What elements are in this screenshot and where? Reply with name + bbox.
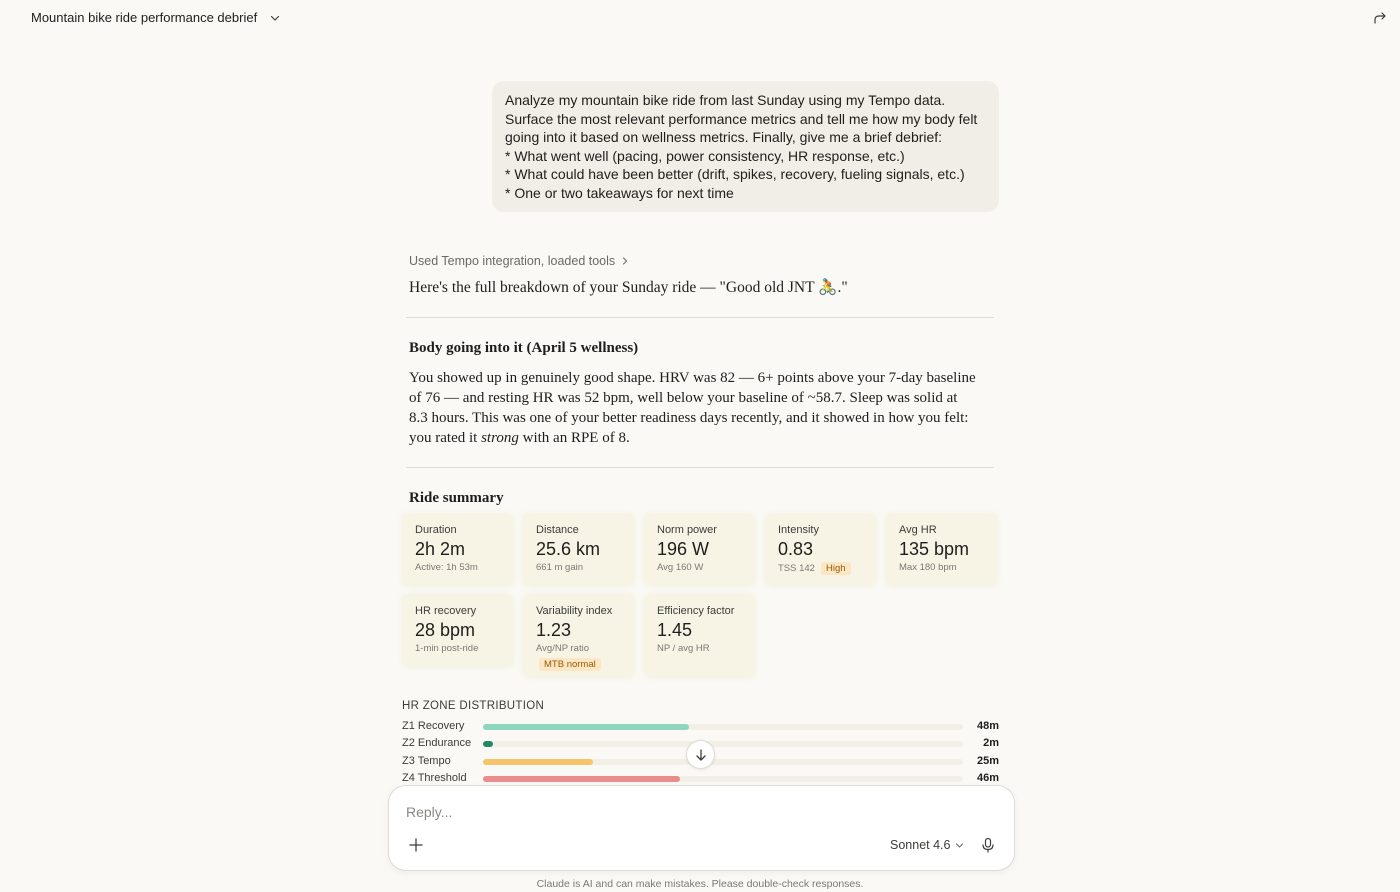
metric-sub-text: TSS 142: [778, 563, 815, 574]
divider: [406, 467, 994, 468]
metric-sub-text: Avg 160 W: [657, 562, 704, 573]
user-message-text: Analyze my mountain bike ride from last Sunday using my Tempo data. Surface the most relevant performance metrics and tell me how my body felt going into it based on wellness metrics. Finally, give me a brief debrief: * What went well (pacing, power consistency, HR response, etc.) * What could have been better (drift, spikes, recovery, fueling signals, etc.) * One or two takeaways for next time: [505, 92, 978, 201]
zone-track: [483, 776, 963, 782]
metric-sub: [778, 562, 863, 575]
metric-sub-text: Avg/NP ratio: [536, 643, 589, 654]
tool-usage-label: Used Tempo integration, loaded tools: [409, 254, 616, 268]
top-bar: [0, 0, 1400, 36]
metric-sub-text: Max 180 bpm: [899, 562, 957, 573]
metric-label: Avg HR: [899, 524, 937, 536]
zone-row: [402, 720, 1000, 734]
zone-track: [483, 724, 963, 730]
reply-input[interactable]: [406, 804, 996, 820]
zone-value: 25m: [976, 755, 999, 767]
response-intro: Here's the full breakdown of your Sunday ride — "Good old JNT 🚴.": [409, 279, 848, 296]
metric-sub: [415, 643, 500, 654]
disclaimer-text: Claude is AI and can make mistakes. Please double-check responses.: [536, 878, 864, 890]
metric-label: Efficiency factor: [657, 605, 735, 617]
metric-value: 135 bpm: [899, 539, 970, 559]
chevron-right-icon: [621, 256, 629, 266]
metric-sub: [536, 643, 621, 654]
zone-bar: [483, 759, 593, 765]
zone-value: 46m: [976, 772, 999, 784]
zone-label: Z2 Endurance: [402, 737, 472, 749]
conversation-title-menu[interactable]: [31, 10, 281, 25]
metric-value: 28 bpm: [415, 620, 476, 640]
metric-sub-text: 661 m gain: [536, 562, 584, 573]
section-heading-ride: Ride summary: [409, 490, 504, 506]
metric-value: 196 W: [657, 539, 710, 559]
section-heading-body: Body going into it (April 5 wellness): [409, 340, 639, 356]
zone-bar: [483, 741, 493, 747]
chevron-down-icon: [269, 12, 281, 24]
divider: [406, 317, 994, 318]
add-attachment-icon[interactable]: [407, 836, 425, 854]
user-message-bubble: [492, 81, 999, 212]
body-text-emphasis: strong: [481, 430, 519, 446]
metric-sub: [536, 562, 621, 573]
metric-value: 25.6 km: [536, 539, 601, 559]
metric-label: HR recovery: [415, 605, 477, 617]
metric-sub-text: Active: 1h 53m: [415, 562, 478, 573]
intensity-badge: High: [821, 562, 851, 575]
chevron-down-icon: [955, 841, 964, 850]
metric-card-variability: [523, 595, 634, 677]
metric-card-norm-power: [644, 514, 755, 586]
body-paragraph: [409, 368, 979, 448]
metric-label: Duration: [415, 524, 457, 536]
metric-sub-text: NP / avg HR: [657, 643, 710, 654]
metric-sub: [657, 643, 742, 654]
zone-label: Z4 Threshold: [402, 772, 467, 784]
zone-value: 2m: [983, 737, 999, 749]
metric-card-distance: [523, 514, 634, 586]
zone-label: Z1 Recovery: [402, 720, 465, 732]
metric-card-efficiency: [644, 595, 755, 677]
arrow-down-icon: [694, 748, 708, 762]
metric-value: 2h 2m: [415, 539, 466, 559]
model-name: Sonnet 4.6: [890, 838, 951, 852]
metric-label: Intensity: [778, 524, 819, 536]
metric-label: Distance: [536, 524, 579, 536]
scroll-to-bottom-button[interactable]: [686, 740, 715, 769]
metric-value: 0.83: [778, 539, 814, 559]
metric-card-duration: [402, 514, 513, 586]
model-selector[interactable]: [890, 838, 964, 852]
metric-label: Norm power: [657, 524, 717, 536]
zone-bar: [483, 724, 689, 730]
metric-value: 1.23: [536, 620, 572, 640]
zone-track: [483, 741, 963, 747]
zone-value: 48m: [976, 720, 999, 732]
metric-label: Variability index: [536, 605, 613, 617]
conversation-title: Mountain bike ride performance debrief: [31, 10, 258, 25]
body-text-part1: You showed up in genuinely good shape. HRV was 82 — 6+ points above your 7-day baseline of 76 — and resting HR was 52 bpm, well below your baseline of ~58.7. Sleep was solid at 8.3 hours. This was one of your better readiness days recently, and it showed in how you felt: you rated it: [409, 370, 976, 446]
metric-sub: [657, 562, 742, 573]
metric-card-intensity: [765, 514, 876, 586]
metric-value: 1.45: [657, 620, 693, 640]
variability-badge: MTB normal: [539, 658, 601, 671]
metric-sub-text: 1-min post-ride: [415, 643, 479, 654]
hr-zone-title: HR ZONE DISTRIBUTION: [402, 700, 545, 712]
reply-composer: [388, 785, 1015, 871]
metric-card-avg-hr: [886, 514, 997, 586]
tool-usage-toggle[interactable]: [409, 254, 629, 268]
metric-sub: [899, 562, 984, 573]
zone-label: Z3 Tempo: [402, 755, 451, 767]
metric-card-hr-recovery: [402, 595, 513, 667]
body-text-part2: with an RPE of 8.: [518, 430, 630, 446]
zone-track: [483, 759, 963, 765]
metric-sub: [415, 562, 500, 573]
share-arrow-icon[interactable]: [1372, 10, 1388, 26]
zone-bar: [483, 776, 680, 782]
microphone-icon[interactable]: [980, 837, 996, 853]
